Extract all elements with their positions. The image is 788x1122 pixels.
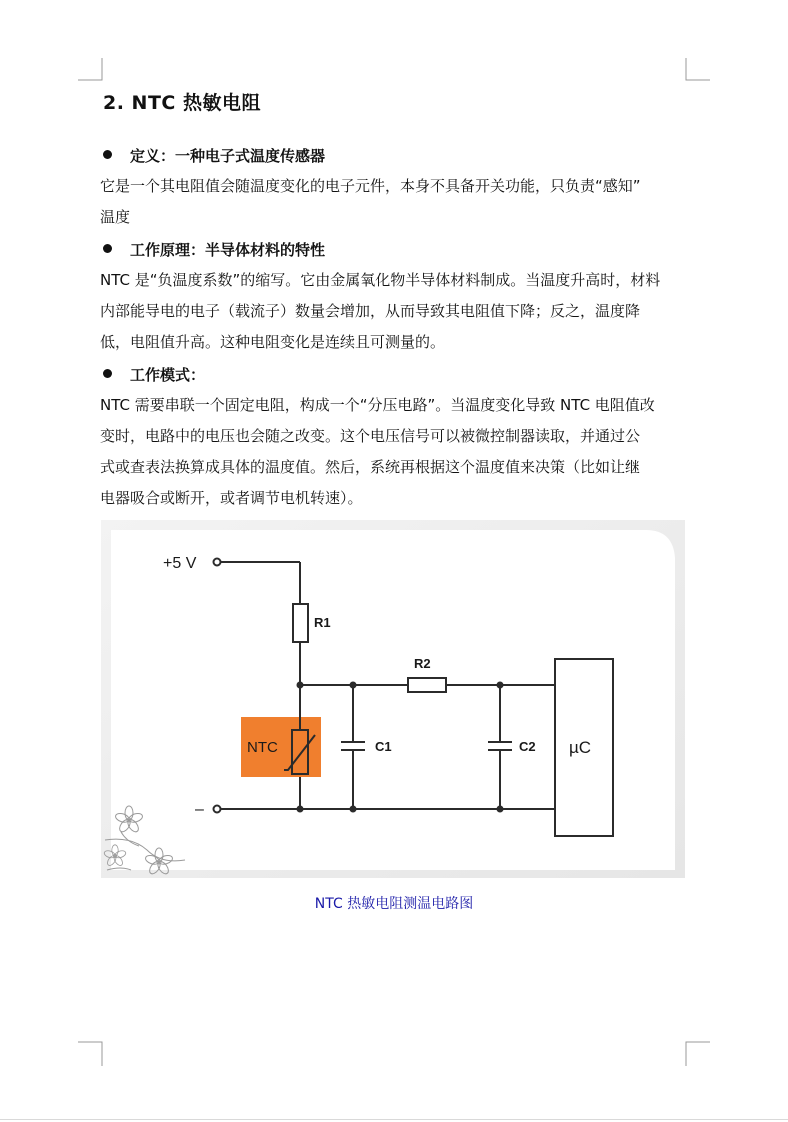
corner-mark-bottom-left: [78, 1040, 104, 1066]
text-line: 低，电阻值升高。这种电阻变化是连续且可测量的。: [100, 333, 446, 351]
bullet-dot-icon: [103, 150, 112, 159]
text-line: 它是一个其电阻值会随温度变化的电子元件，本身不具备开关功能，只负责“感知”: [100, 177, 641, 195]
ground-label: –: [195, 801, 204, 818]
supply-label: +5 V: [163, 555, 197, 572]
bullet-definition: [103, 145, 325, 166]
text-line: NTC 需要串联一个固定电阻，构成一个“分压电路”。当温度变化导致 NTC 电阻值改: [100, 396, 655, 414]
paragraph-principle: [100, 265, 690, 358]
section-heading: 2. NTC 热敏电阻: [103, 92, 261, 114]
r1-label: R1: [314, 615, 331, 630]
paragraph-definition: [100, 171, 690, 233]
ntc-label: NTC: [247, 739, 278, 756]
page-bottom-divider: [0, 1119, 788, 1120]
r2-label: R2: [414, 656, 431, 671]
ntc-circuit-diagram: [101, 520, 685, 878]
text-line: NTC 是“负温度系数”的缩写。它由金属氧化物半导体材料制成。当温度升高时，材料: [100, 271, 661, 289]
bullet-principle: [103, 239, 325, 260]
bullet-label: 定义：一种电子式温度传感器: [130, 147, 326, 165]
text-line: 温度: [100, 208, 131, 226]
text-line: 变时，电路中的电压也会随之改变。这个电压信号可以被微控制器读取，并通过公: [100, 427, 641, 445]
mcu-label: µC: [569, 738, 592, 757]
bullet-mode: [103, 364, 205, 385]
text-line: 电器吸合或断开，或者调节电机转速）。: [100, 489, 363, 507]
bullet-label: 工作原理：半导体材料的特性: [130, 241, 326, 259]
corner-mark-bottom-right: [684, 1040, 710, 1066]
bullet-dot-icon: [103, 369, 112, 378]
figure-caption: NTC 热敏电阻测温电路图: [314, 896, 474, 912]
c1-label: C1: [375, 739, 392, 754]
corner-mark-top-left: [78, 58, 104, 82]
paragraph-mode: [100, 390, 690, 514]
text-line: 式或查表法换算成具体的温度值。然后，系统再根据这个温度值来决策（比如让继: [100, 458, 641, 476]
c2-label: C2: [519, 739, 536, 754]
text-line: 内部能导电的电子（载流子）数量会增加，从而导致其电阻值下降；反之，温度降: [100, 302, 641, 320]
bullet-label: 工作模式：: [130, 366, 206, 384]
bullet-dot-icon: [103, 244, 112, 253]
corner-mark-top-right: [684, 58, 710, 82]
